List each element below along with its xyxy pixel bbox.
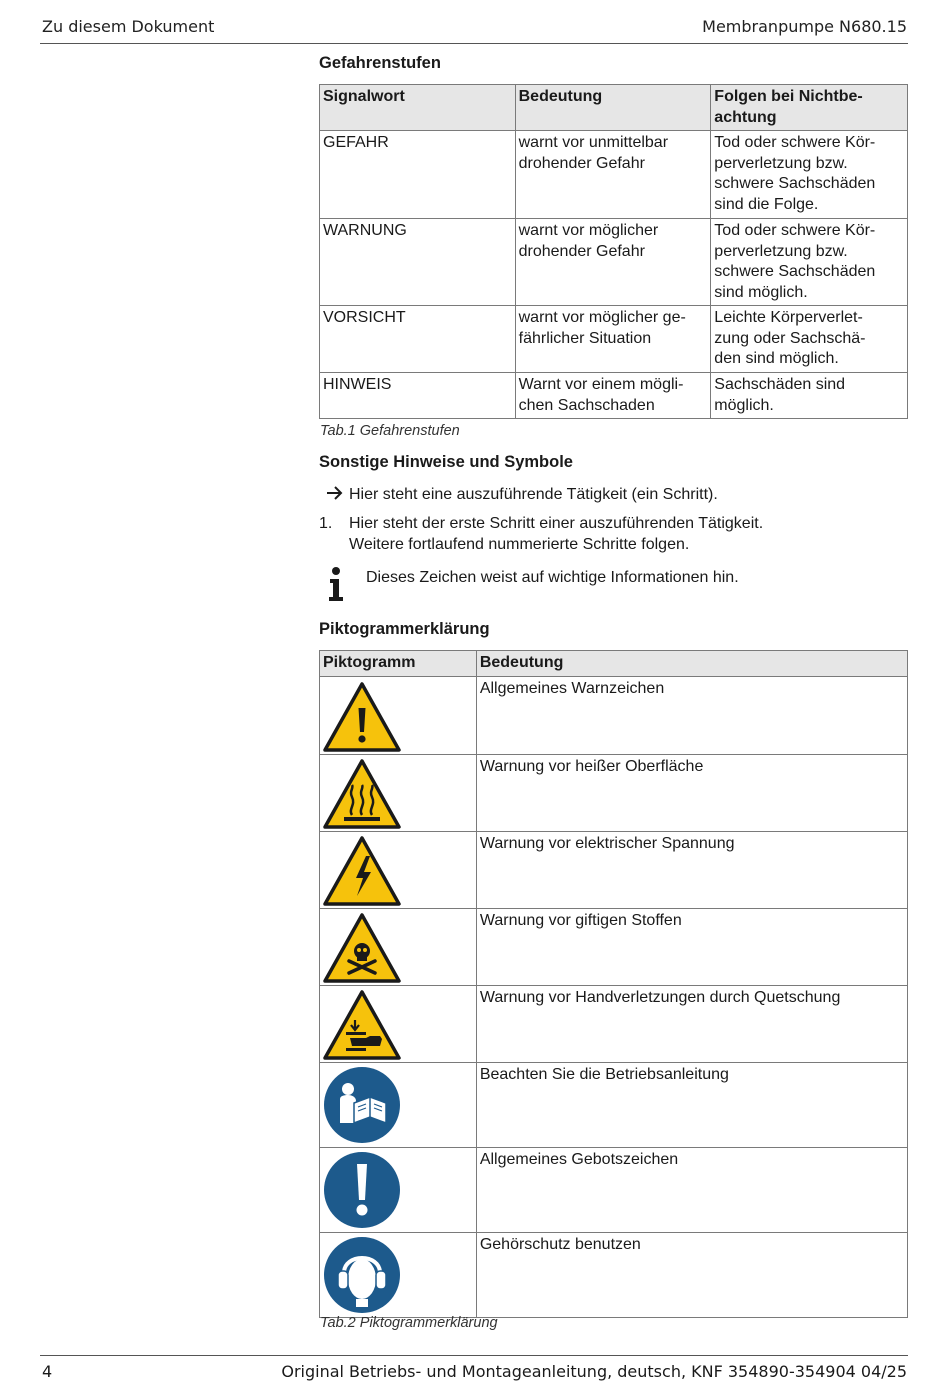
step-number: 1. [319,515,333,532]
signal-word: VORSICHT [320,306,516,373]
info-icon [327,566,345,607]
pictogram-heading: Piktogrammerklärung [319,620,490,638]
signal-meaning: warnt vor möglicher ge- fährlicher Situation [515,306,711,373]
table-row [320,986,908,1063]
hearing-protection-icon [322,1235,402,1315]
pictogram-meaning: Allgemeines Gebotszeichen [476,1148,907,1233]
column-header-folgen: Folgen bei Nichtbe- achtung [711,85,908,131]
arrow-right-icon [325,484,345,507]
action-step-text: Hier steht eine auszuführende Tätigkeit (ein Schritt). [349,486,718,503]
pictogram-meaning: Allgemeines Warnzeichen [476,677,907,755]
table-row [320,219,908,306]
column-header-signalwort: Signalwort [320,85,516,131]
table-row [320,755,908,832]
hazard-levels-heading: Gefahrenstufen [319,54,441,72]
table-row [320,306,908,373]
column-header-piktogramm: Piktogramm [320,651,477,677]
table-row [320,1233,908,1318]
table-caption: Tab.2 Piktogrammerklärung [320,1315,498,1331]
pictogram-meaning: Warnung vor elektrischer Spannung [476,832,907,909]
other-notes-heading: Sonstige Hinweise und Symbole [319,453,573,471]
signal-meaning: warnt vor möglicher drohender Gefahr [515,219,711,306]
signal-consequence: Sachschäden sind möglich. [711,373,908,419]
footer-divider [40,1355,908,1356]
pictogram-meaning: Warnung vor heißer Oberfläche [476,755,907,832]
column-header-bedeutung: Bedeutung [515,85,711,131]
table-row [320,1063,908,1148]
general-warning-icon [322,680,402,754]
pictogram-cell [320,1233,477,1318]
table-row [320,909,908,986]
table-row [320,1148,908,1233]
table-row [320,131,908,219]
table-caption: Tab.1 Gefahrenstufen [320,423,460,439]
info-note-text: Dieses Zeichen weist auf wichtige Informationen hin. [366,569,739,586]
pictogram-cell [320,909,477,986]
pictogram-meaning: Beachten Sie die Betriebsanleitung [476,1063,907,1148]
table-row [320,677,908,755]
signal-meaning: Warnt vor einem mögli- chen Sachschaden [515,373,711,419]
header-section-title: Zu diesem Dokument [42,17,215,36]
header-divider [40,43,908,44]
signal-consequence: Tod oder schwere Kör- perverletzung bzw. schwere Sachschäden sind möglich. [711,219,908,306]
table-row [320,373,908,419]
column-header-bedeutung: Bedeutung [476,651,907,677]
table-header-row [320,651,908,677]
signal-word: GEFAHR [320,131,516,219]
pictogram-meaning: Gehörschutz benutzen [476,1233,907,1318]
numbered-step-text: Hier steht der erste Schritt einer auszuführenden Tätigkeit. Weitere fortlaufend nummerierte Schritte folgen. [349,515,764,553]
header-product-name: Membranpumpe N680.15 [702,17,907,36]
electric-voltage-icon [322,834,402,908]
pictogram-meaning: Warnung vor giftigen Stoffen [476,909,907,986]
signal-consequence: Tod oder schwere Kör- perverletzung bzw. schwere Sachschäden sind die Folge. [711,131,908,219]
pictogram-cell [320,832,477,909]
pictogram-cell [320,755,477,832]
hot-surface-icon [322,757,402,831]
pictogram-cell [320,1148,477,1233]
pictogram-cell [320,677,477,755]
table-row [320,832,908,909]
hand-crush-icon [322,988,402,1062]
pictogram-cell [320,1063,477,1148]
pictogram-meaning: Warnung vor Handverletzungen durch Quetschung [476,986,907,1063]
signal-word: HINWEIS [320,373,516,419]
read-manual-icon [322,1065,402,1145]
signal-consequence: Leichte Körperverlet- zung oder Sachschä- den sind möglich. [711,306,908,373]
hazard-levels-table [319,84,908,419]
pictogram-table [319,650,908,1318]
signal-meaning: warnt vor unmittelbar drohender Gefahr [515,131,711,219]
pictogram-cell [320,986,477,1063]
table-header-row [320,85,908,131]
page-number: 4 [42,1362,53,1381]
signal-word: WARNUNG [320,219,516,306]
toxic-substances-icon [322,911,402,985]
mandatory-sign-icon [322,1150,402,1230]
footer-document-info: Original Betriebs- und Montageanleitung, deutsch, KNF 354890-354904 04/25 [281,1362,907,1381]
